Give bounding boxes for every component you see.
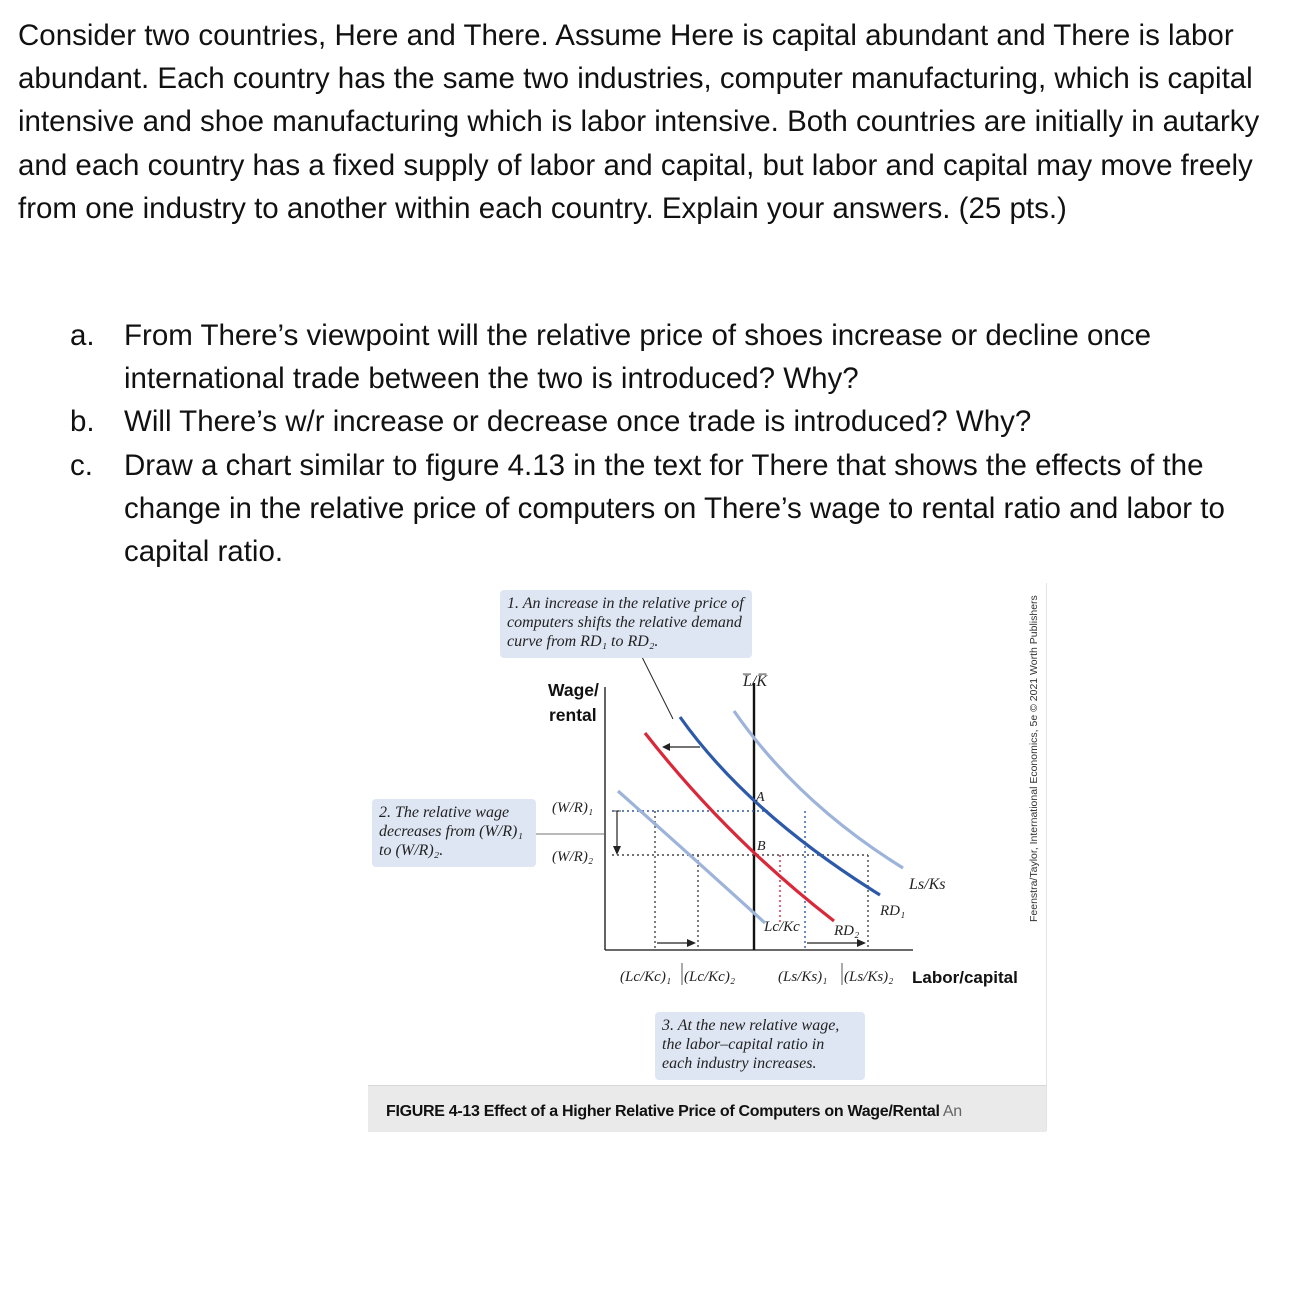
note-3-box: 3. At the new relative wage, the labor–capital ratio in each industry increases. bbox=[655, 1012, 865, 1080]
shift-arrowhead bbox=[662, 743, 670, 751]
figure-caption bbox=[386, 1103, 962, 1121]
caption-more: An bbox=[939, 1103, 962, 1120]
ls2-tick-label: (Ls/Ks)₂ bbox=[844, 969, 894, 985]
note-1-box: 1. An increase in the relative price of computers shifts the relative demand curve from RD₁ to RD₂. bbox=[500, 590, 752, 658]
question-b-text: Will There’s w/r increase or decrease once trade is introduced? Why? bbox=[124, 405, 1032, 439]
rd1-label: RD₁ bbox=[880, 903, 906, 919]
lk-bar-label: L̅/K̅ bbox=[743, 673, 768, 690]
note1-pointer bbox=[640, 653, 673, 719]
y-axis-label-line1: Wage/ bbox=[548, 680, 599, 700]
ls-arrowhead bbox=[857, 939, 866, 947]
question-list bbox=[70, 314, 1282, 573]
rd2-label: RD₂ bbox=[834, 923, 860, 939]
question-a-text: From There’s viewpoint will the relative price of shoes increase or decline once international trade between the two is introduced? Why? bbox=[124, 319, 1151, 396]
question-c bbox=[70, 444, 1282, 574]
question-a-letter: a. bbox=[70, 319, 95, 352]
question-b-letter: b. bbox=[70, 405, 95, 439]
ls-ks-curve-label: Ls/Ks bbox=[909, 876, 946, 893]
y-axis-label-line2: rental bbox=[549, 705, 597, 725]
wr2-label: (W/R)₂ bbox=[552, 849, 594, 865]
ls1-tick-label: (Ls/Ks)₁ bbox=[778, 969, 828, 985]
question-c-letter: c. bbox=[70, 448, 93, 482]
wage-arrowhead bbox=[613, 846, 621, 855]
lc-kc-curve-label: Lc/Kc bbox=[764, 919, 800, 935]
caption-bar bbox=[368, 1085, 1046, 1132]
rd1-curve bbox=[680, 717, 880, 895]
point-a-label: A bbox=[756, 790, 765, 805]
question-b bbox=[70, 400, 1282, 443]
figure-credit: Feenstra/Taylor, International Economics, 5e © 2021 Worth Publishers bbox=[1028, 595, 1040, 922]
question-c-text: Draw a chart similar to figure 4.13 in the text for There that shows the effects of the change in the relative price of computers on There’s wage to rental ratio and labor to capital ratio. bbox=[124, 448, 1225, 569]
lc1-tick-label: (Lc/Kc)₁ bbox=[620, 969, 672, 985]
figure-4-13 bbox=[368, 583, 1047, 1131]
caption-bold: FIGURE 4-13 Effect of a Higher Relative Price of Computers on Wage/Rental bbox=[386, 1103, 940, 1120]
note-2-box: 2. The relative wage decreases from (W/R)₁ to (W/R)₂. bbox=[372, 799, 536, 867]
question-a bbox=[70, 314, 1282, 400]
wr1-label: (W/R)₁ bbox=[552, 800, 594, 816]
x-axis-label: Labor/capital bbox=[912, 968, 1018, 987]
intro-paragraph: Consider two countries, Here and There. Assume Here is capital abundant and There is labor abundant. Each country has the same two industries, computer manufacturing, which is capital intensive and shoe manufacturing which is labor intensive. Both countries are initially in autarky and each country has a fixed supply of labor and capital, but labor and capital may move freely from one industry to another within each country. Explain your answers. (25 pts.) bbox=[18, 19, 1260, 225]
lc-arrowhead bbox=[687, 939, 696, 947]
lc2-tick-label: (Lc/Kc)₂ bbox=[684, 969, 736, 985]
point-b-label: B bbox=[757, 839, 766, 854]
